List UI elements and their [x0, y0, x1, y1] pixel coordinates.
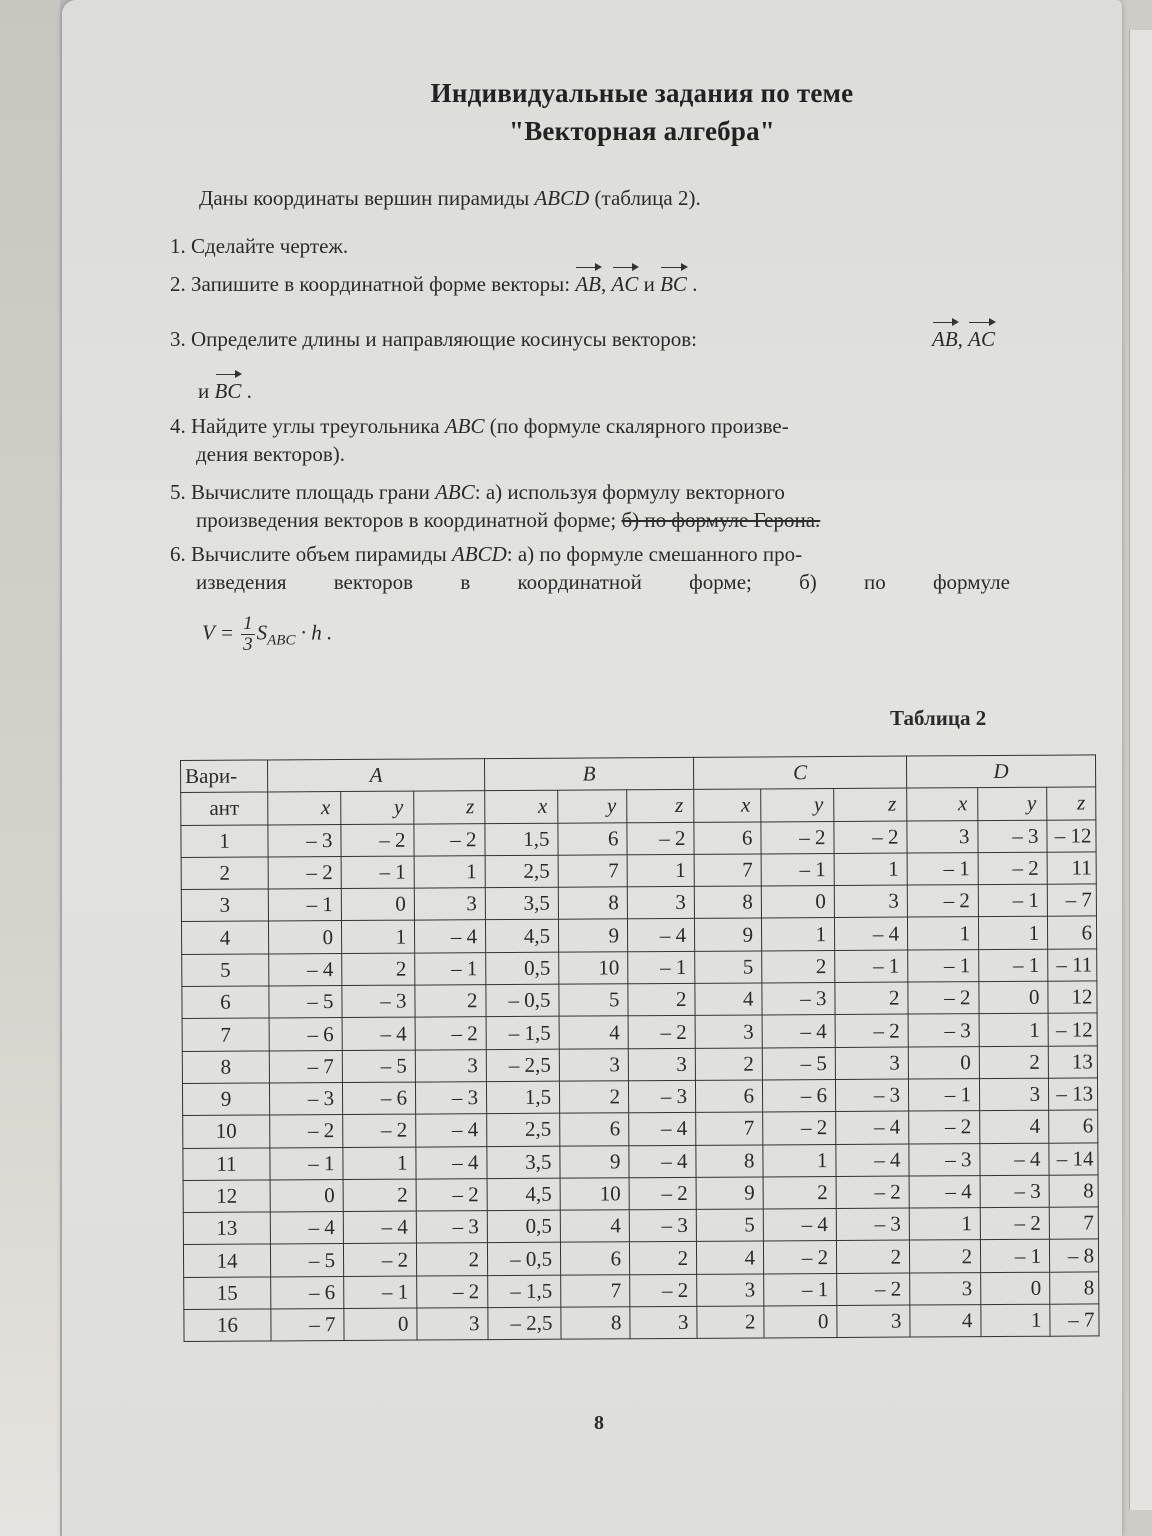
coordinate-cell: 3	[627, 887, 694, 920]
variant-number: 7	[182, 1018, 269, 1051]
word: б)	[799, 570, 817, 594]
header-b-z: z	[627, 790, 694, 823]
word: векторов	[333, 570, 414, 594]
coordinate-cell: – 1	[628, 951, 695, 984]
coordinate-cell: – 4	[629, 1113, 696, 1146]
task-6-text: 6. Вычислите объем пирамиды	[170, 542, 452, 566]
coordinate-cell: – 2	[414, 823, 485, 856]
header-c-z: z	[834, 788, 907, 821]
coordinate-cell: – 2	[629, 1177, 696, 1210]
coordinate-cell: – 2,5	[486, 1049, 559, 1082]
coordinate-cell: 6	[694, 822, 761, 855]
task-4-line2: дения векторов).	[196, 442, 345, 466]
coordinate-cell: 0	[981, 1272, 1050, 1305]
header-variant: Вари-	[181, 760, 268, 793]
header-c-y: y	[761, 789, 834, 822]
coordinate-cell: – 2	[627, 822, 694, 855]
coordinate-cell: 2	[342, 953, 415, 986]
task-6	[170, 540, 1010, 596]
variant-number: 11	[183, 1148, 270, 1181]
sep: ,	[957, 327, 969, 351]
task-5	[170, 478, 1010, 534]
coordinate-cell: – 12	[1048, 1013, 1097, 1046]
triangle-abc: ABC	[444, 414, 485, 438]
variant-number: 4	[181, 921, 268, 954]
task-3-and: и	[198, 379, 215, 403]
coordinate-cell: 7	[558, 855, 627, 888]
coordinate-cell: – 3	[908, 1014, 979, 1047]
coordinate-cell: 6	[695, 1080, 762, 1113]
header-c-x: x	[694, 789, 761, 822]
coordinate-cell: 1	[907, 917, 978, 950]
coordinate-cell: 6	[560, 1113, 629, 1146]
task-1: 1. Сделайте чертеж.	[170, 234, 349, 258]
variant-number: 15	[184, 1277, 271, 1310]
coordinate-cell: – 1	[907, 853, 978, 886]
coordinate-cell: – 3	[836, 1208, 909, 1241]
coordinate-cell: 13	[1048, 1046, 1097, 1079]
coordinate-cell: – 2	[908, 982, 979, 1015]
coordinate-cell: 1	[627, 854, 694, 887]
coordinate-cell: 4	[559, 1016, 628, 1049]
coordinate-cell: – 6	[271, 1276, 344, 1309]
coordinate-cell: – 3	[269, 1082, 342, 1115]
task-4-text: 4. Найдите углы треугольника	[170, 414, 445, 438]
coordinate-cell: – 4	[629, 1145, 696, 1178]
sep: .	[686, 272, 698, 296]
coordinate-cell: 3	[630, 1306, 697, 1339]
word: изведения	[196, 570, 287, 594]
coordinate-cell: 6	[558, 822, 627, 855]
coordinate-cell: 2	[416, 1243, 487, 1276]
task-5-text: 5. Вычислите площадь грани	[170, 480, 436, 504]
task-2-text: 2. Запишите в координатной форме векторы:	[170, 272, 576, 296]
coordinate-cell: – 3	[268, 824, 341, 857]
coordinate-cell: 3	[628, 1048, 695, 1081]
task-4	[170, 412, 1002, 468]
triangle-abc: ABC	[435, 480, 475, 504]
formula-lhs: V =	[202, 620, 234, 645]
coordinate-cell: 1	[414, 856, 485, 889]
coordinate-cell: 2,5	[487, 1113, 560, 1146]
coordinate-cell: 10	[560, 1178, 629, 1211]
coordinate-cell: – 3	[342, 985, 415, 1018]
coordinate-cell: – 1	[908, 1079, 979, 1112]
coordinate-cell: – 6	[762, 1079, 835, 1112]
volume-formula	[202, 614, 332, 655]
coordinate-cell: – 4	[269, 953, 342, 986]
coordinate-cell: – 2	[763, 1112, 836, 1145]
vector-ab: AB	[932, 327, 958, 351]
coordinate-cell: – 5	[342, 1050, 415, 1083]
coordinate-cell: – 1	[270, 1147, 343, 1180]
coordinate-cell: – 1	[978, 884, 1047, 917]
word: координатной	[517, 570, 642, 594]
page-number: 8	[594, 1412, 604, 1434]
header-b-x: x	[485, 790, 558, 823]
coordinate-cell: – 2	[268, 856, 341, 889]
coordinate-cell: 8	[1050, 1272, 1099, 1305]
coordinate-cell: – 13	[1048, 1078, 1097, 1111]
coordinate-cell: 0,5	[487, 1210, 560, 1243]
coordinate-cell: – 7	[269, 1050, 342, 1083]
coordinate-cell: – 1	[268, 889, 341, 922]
coordinate-cell: 5	[559, 984, 628, 1017]
coordinates-table	[180, 754, 1100, 1342]
coordinate-cell: 5	[695, 951, 762, 984]
coordinate-cell: 9	[558, 919, 627, 952]
coordinate-cell: – 4	[836, 1144, 909, 1177]
coordinate-cell: 0	[979, 981, 1048, 1014]
coordinate-cell: 3	[414, 888, 485, 921]
header-variant-cont: ант	[181, 792, 268, 825]
sep: и	[638, 272, 661, 296]
coordinate-cell: – 2	[343, 1114, 416, 1147]
coordinate-cell: 4,5	[487, 1178, 560, 1211]
task-3-text: 3. Определите длины и направляющие косинусы векторов:	[170, 327, 698, 351]
coordinate-cell: – 4	[980, 1143, 1049, 1176]
formula-s: S	[256, 620, 268, 645]
coordinate-cell: 2	[628, 983, 695, 1016]
header-a-z: z	[414, 791, 485, 824]
coordinate-cell: 3,5	[485, 887, 558, 920]
coordinate-cell: 3,5	[487, 1146, 560, 1179]
coordinate-cell: 1	[761, 918, 834, 951]
coordinate-cell: 3	[559, 1048, 628, 1081]
header-group-b: B	[484, 757, 693, 791]
coordinate-cell: 8	[696, 1145, 763, 1178]
coordinate-cell: – 3	[835, 1079, 908, 1112]
coordinate-cell: – 2	[907, 885, 978, 918]
coordinate-cell: 3	[907, 820, 978, 853]
intro-pyramid: ABCD	[534, 186, 590, 210]
sep: ,	[601, 272, 612, 296]
coordinate-cell: 0	[908, 1046, 979, 1079]
coordinate-cell: 8	[558, 887, 627, 920]
coordinate-cell: 3	[979, 1078, 1048, 1111]
coordinate-cell: – 2	[909, 1111, 980, 1144]
coordinate-cell: 2	[909, 1240, 980, 1273]
coordinate-cell: – 2,5	[488, 1307, 561, 1340]
coordinate-cell: 4,5	[485, 920, 558, 953]
coordinate-cell: 1	[343, 1147, 416, 1180]
coordinate-cell: 11	[1047, 852, 1096, 885]
variant-number: 16	[184, 1309, 271, 1342]
table-row	[184, 1304, 1099, 1342]
coordinate-cell: 3	[695, 1015, 762, 1048]
task-3	[170, 325, 995, 353]
coordinate-cell: – 4	[416, 1146, 487, 1179]
variant-number: 10	[183, 1115, 270, 1148]
word: по	[863, 570, 886, 594]
formula-tail: · h .	[295, 620, 333, 645]
header-group-d: D	[906, 755, 1095, 788]
coordinate-cell: – 2	[416, 1178, 487, 1211]
coordinate-cell: – 1	[415, 952, 486, 985]
coordinate-cell: 3	[837, 1305, 910, 1338]
coordinate-cell: – 0,5	[487, 1243, 560, 1276]
coordinate-cell: – 2	[835, 1014, 908, 1047]
coordinate-cell: 2	[835, 982, 908, 1015]
coordinate-cell: – 3	[416, 1211, 487, 1244]
coordinate-cell: – 1	[908, 949, 979, 982]
coordinate-cell: 6	[560, 1242, 629, 1275]
task-5-text-cont: : а) используя формулу векторного	[474, 480, 785, 504]
header-group-a: A	[268, 759, 485, 793]
coordinate-cell: 3	[835, 1047, 908, 1080]
coordinate-cell: 1	[909, 1208, 980, 1241]
coordinate-cell: 4	[910, 1305, 981, 1338]
intro-pre: Даны координаты вершин пирамиды	[199, 186, 535, 210]
coordinate-cell: – 1	[979, 949, 1048, 982]
variant-number: 8	[182, 1051, 269, 1084]
coordinate-cell: – 4	[343, 1211, 416, 1244]
coordinate-cell: 2	[415, 985, 486, 1018]
coordinate-cell: 3	[834, 885, 907, 918]
coordinate-cell: 2	[559, 1081, 628, 1114]
fraction-one-third	[241, 614, 255, 655]
coordinate-cell: – 3	[909, 1143, 980, 1176]
coordinate-cell: 4	[980, 1110, 1049, 1143]
task-5-line2: произведения векторов в координатной форме;	[196, 508, 622, 532]
denominator: 3	[243, 634, 253, 655]
coordinate-cell: 9	[696, 1177, 763, 1210]
numerator: 1	[243, 613, 253, 634]
variant-number: 9	[182, 1083, 269, 1116]
coordinate-cell: – 1	[344, 1276, 417, 1309]
coordinate-cell: – 3	[628, 1080, 695, 1113]
coordinate-cell: 1,5	[486, 1081, 559, 1114]
coordinate-cell: – 2	[415, 1017, 486, 1050]
coordinate-cell: – 2	[630, 1274, 697, 1307]
coordinate-cell: 0	[764, 1306, 837, 1339]
coordinate-cell: 2	[979, 1046, 1048, 1079]
coordinate-cell: – 3	[629, 1210, 696, 1243]
adjacent-page-edge	[1129, 30, 1152, 1510]
coordinate-cell: – 4	[762, 1015, 835, 1048]
vector-ac: AC	[611, 272, 639, 296]
coordinate-cell: – 3	[415, 1082, 486, 1115]
coordinate-cell: – 2	[980, 1207, 1049, 1240]
coordinate-cell: 4	[696, 1241, 763, 1274]
coordinate-cell: – 4	[342, 1017, 415, 1050]
coordinate-cell: – 4	[416, 1114, 487, 1147]
coordinate-cell: 1	[341, 921, 414, 954]
coordinate-cell: – 1	[341, 856, 414, 889]
coordinate-cell: 0	[341, 888, 414, 921]
coordinate-cell: – 5	[270, 1244, 343, 1277]
coordinate-cell: 12	[1048, 981, 1097, 1014]
vector-ab: AB	[575, 272, 602, 296]
coordinate-cell: 8	[694, 886, 761, 919]
coordinate-cell: – 2	[761, 821, 834, 854]
coordinate-cell: 9	[694, 918, 761, 951]
word: в	[460, 570, 471, 594]
coordinate-cell: – 4	[270, 1212, 343, 1245]
formula-subscript: ABC	[267, 632, 296, 649]
coordinate-cell: 2	[695, 1048, 762, 1081]
coordinate-cell: 6	[1047, 916, 1096, 949]
coordinate-cell: – 1,5	[486, 1017, 559, 1050]
coordinate-cell: 2	[343, 1179, 416, 1212]
coordinate-cell: 2	[762, 950, 835, 983]
intro-post: (таблица 2).	[589, 186, 701, 210]
coordinate-cell: – 4	[834, 918, 907, 951]
vector-ac: AC	[968, 327, 995, 351]
coordinate-cell: 2	[763, 1176, 836, 1209]
variant-number: 3	[181, 889, 268, 922]
coordinate-cell: 7	[561, 1275, 630, 1308]
coordinate-cell: 0	[344, 1308, 417, 1341]
coordinate-cell: 0	[270, 1179, 343, 1212]
coordinate-cell: 3	[910, 1272, 981, 1305]
header-a-x: x	[268, 792, 341, 825]
variant-number: 12	[183, 1180, 270, 1213]
task-4-text-cont: (по формуле скалярного произве-	[484, 414, 789, 438]
coordinate-cell: 10	[559, 952, 628, 985]
coordinate-cell: 1	[981, 1304, 1050, 1337]
header-d-z: z	[1047, 787, 1096, 820]
coordinate-cell: 4	[560, 1210, 629, 1243]
coordinate-cell: 0	[761, 886, 834, 919]
coordinate-cell: – 4	[627, 919, 694, 952]
coordinate-cell: 1	[979, 1014, 1048, 1047]
coordinate-cell: – 2	[341, 824, 414, 857]
coordinate-cell: – 3	[980, 1175, 1049, 1208]
coordinate-cell: – 6	[342, 1082, 415, 1115]
variant-number: 2	[181, 857, 268, 890]
struck-out-text: б) по формуле Герона.	[621, 508, 821, 532]
coordinate-cell: – 2	[270, 1115, 343, 1148]
coordinate-cell: 5	[696, 1209, 763, 1242]
vector-bc: BC	[660, 272, 687, 296]
vector-bc: BC	[214, 379, 242, 403]
page-title-line2: "Векторная алгебра"	[509, 116, 775, 146]
coordinate-cell: 1	[978, 917, 1047, 950]
coordinate-cell: – 3	[762, 983, 835, 1016]
coordinate-cell: 7	[694, 854, 761, 887]
table-caption: Таблица 2	[890, 706, 987, 730]
coordinate-cell: – 5	[762, 1047, 835, 1080]
header-d-y: y	[978, 788, 1047, 821]
coordinate-cell: – 1	[835, 950, 908, 983]
coordinate-cell: – 0,5	[486, 984, 559, 1017]
coordinate-cell: 3	[697, 1274, 764, 1307]
coordinate-cell: – 1	[761, 853, 834, 886]
coordinate-cell: 2	[836, 1241, 909, 1274]
variant-number: 6	[182, 986, 269, 1019]
word: формуле	[932, 570, 1010, 594]
coordinate-cell: 2,5	[485, 855, 558, 888]
coordinate-cell: – 2	[978, 852, 1047, 885]
variant-number: 14	[183, 1244, 270, 1277]
variant-number: 5	[182, 954, 269, 987]
coordinate-cell: – 7	[1047, 884, 1096, 917]
coordinate-cell: 3	[415, 1049, 486, 1082]
page-title-line1: Индивидуальные задания по теме	[430, 78, 854, 108]
coordinate-cell: – 4	[909, 1175, 980, 1208]
coordinate-cell: 1	[763, 1144, 836, 1177]
coordinate-cell: 8	[1049, 1175, 1098, 1208]
background-left	[0, 0, 60, 1536]
coordinate-cell: – 4	[763, 1209, 836, 1242]
coordinate-cell: 2	[629, 1242, 696, 1275]
coordinate-cell: – 11	[1048, 949, 1097, 982]
header-d-x: x	[907, 788, 978, 821]
coordinate-cell: – 6	[269, 1018, 342, 1051]
sep: .	[241, 379, 252, 403]
coordinate-cell: 6	[1049, 1110, 1098, 1143]
header-b-y: y	[558, 790, 627, 823]
coordinate-cell: – 14	[1049, 1142, 1098, 1175]
coordinate-cell: – 2	[417, 1275, 488, 1308]
header-a-y: y	[341, 791, 414, 824]
coordinate-cell: – 2	[834, 821, 907, 854]
header-group-c: C	[693, 756, 906, 790]
coordinate-cell: 7	[696, 1112, 763, 1145]
task-6-text-cont: : а) по формуле смешанного про-	[506, 542, 803, 566]
coordinate-cell: – 1	[764, 1273, 837, 1306]
coordinate-cell: – 7	[271, 1309, 344, 1342]
coordinate-cell: 9	[560, 1145, 629, 1178]
word: форме;	[689, 570, 752, 594]
coordinate-cell: – 4	[414, 920, 485, 953]
pyramid-abcd: ABCD	[451, 542, 507, 566]
coordinate-cell: – 2	[763, 1241, 836, 1274]
coordinate-cell: – 4	[836, 1111, 909, 1144]
variant-number: 1	[181, 825, 268, 858]
coordinate-cell: 2	[697, 1306, 764, 1339]
coordinate-cell: – 1	[980, 1240, 1049, 1273]
coordinate-cell: – 5	[269, 986, 342, 1019]
coordinate-cell: 4	[695, 983, 762, 1016]
coordinate-cell: – 8	[1049, 1239, 1098, 1272]
coordinate-cell: 0	[268, 921, 341, 954]
coordinate-cell: – 2	[628, 1016, 695, 1049]
variant-number: 13	[183, 1212, 270, 1245]
coordinate-cell: 0,5	[486, 952, 559, 985]
coordinate-cell: – 2	[837, 1273, 910, 1306]
coordinate-cell: 7	[1049, 1207, 1098, 1240]
coordinate-cell: – 12	[1047, 820, 1096, 853]
coordinate-cell: – 1,5	[488, 1275, 561, 1308]
coordinate-cell: – 3	[978, 820, 1047, 853]
intro-text	[199, 184, 701, 212]
task-6-line2	[170, 568, 1010, 596]
coordinate-cell: 3	[417, 1308, 488, 1341]
coordinate-cell: 8	[561, 1307, 630, 1340]
task-2	[170, 270, 697, 298]
coordinate-cell: – 2	[836, 1176, 909, 1209]
task-3-line1	[170, 325, 995, 353]
coordinate-cell: – 7	[1050, 1304, 1099, 1337]
coordinate-cell: 1	[834, 853, 907, 886]
coordinate-cell: – 2	[343, 1244, 416, 1277]
coordinate-cell: 1,5	[485, 823, 558, 856]
task-3-line2	[198, 377, 252, 405]
